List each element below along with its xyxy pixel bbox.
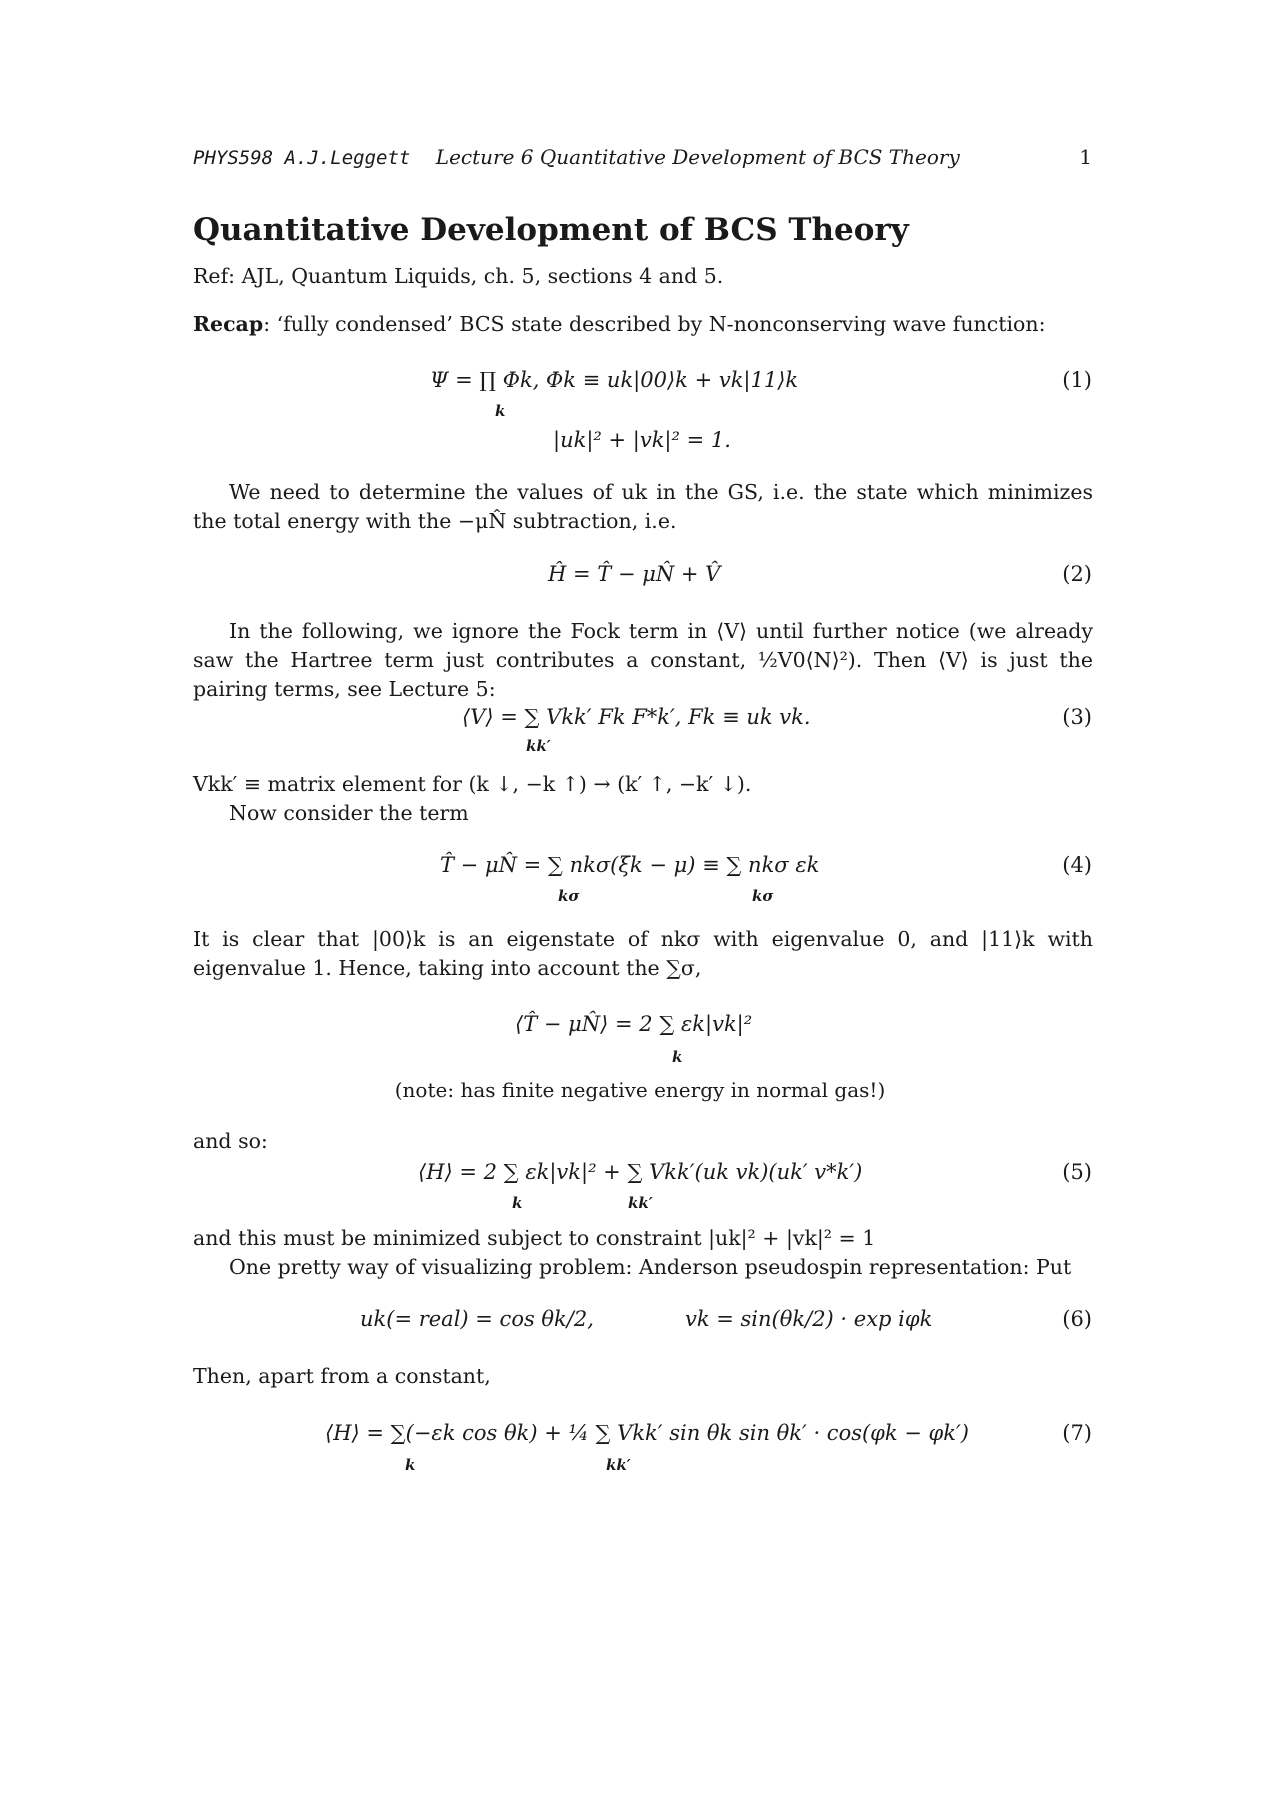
recap-label: Recap [193, 312, 264, 336]
equation-5-subscript-1: k [512, 1194, 523, 1212]
recap-text: : ‘fully condensed’ BCS state described by N-nonconserving wave function: [263, 312, 1046, 336]
equation-2: Ĥ = T̂ − μN̂ + V̂ [548, 562, 721, 586]
equation-1-number: (1) [1062, 368, 1092, 392]
equation-3: ⟨V⟩ = ∑ Vkk′ Fk F*k′, Fk ≡ uk vk. [462, 705, 811, 729]
then-line: Then, apart from a constant, [193, 1364, 491, 1388]
equation-4-subscript-2: kσ [752, 887, 774, 905]
equation-1: Ψ = ∏ Φk, Φk ≡ uk|00⟩k + vk|11⟩k [430, 368, 799, 392]
paragraph-uk: We need to determine the values of uk in the GS, i.e. the state which minimizes the total energy with the −μN̂ subtraction, i.e. [193, 480, 1093, 533]
equation-6b: vk = sin(θk/2) · exp iφk [685, 1307, 933, 1331]
page-title: Quantitative Development of BCS Theory [193, 212, 909, 248]
equation-4-subscript-1: kσ [558, 887, 580, 905]
anderson-line: One pretty way of visualizing problem: Anderson pseudospin representation: Put [229, 1255, 1072, 1279]
equation-1-normalization: |uk|² + |vk|² = 1. [553, 428, 731, 452]
equation-5-subscript-2: kk′ [628, 1194, 653, 1212]
note-line: (note: has finite negative energy in normal gas!) [394, 1078, 886, 1102]
matrix-element-line: Vkk′ ≡ matrix element for (k ↓, −k ↑) → (k′ ↑, −k′ ↓). [193, 772, 752, 796]
equation-6-number: (6) [1062, 1307, 1092, 1331]
equation-5: ⟨H⟩ = 2 ∑ εk|vk|² + ∑ Vkk′(uk vk)(uk′ v*k′) [418, 1160, 863, 1184]
header-course: PHYS598 A.J.Leggett [193, 147, 411, 169]
and-so-line: and so: [193, 1129, 268, 1153]
equation-4: T̂ − μN̂ = ∑ nkσ(ξk − μ) ≡ ∑ nkσ εk [440, 853, 820, 877]
equation-4-number: (4) [1062, 853, 1092, 877]
equation-kinetic-subscript: k [672, 1048, 683, 1066]
paragraph-fock: In the following, we ignore the Fock term in ⟨V⟩ until further notice (we already saw the Hartree term just contributes a constant, ½V0⟨N⟩²). Then ⟨V⟩ is just the pairing terms, see Lecture 5: [193, 619, 1093, 701]
constraint-line: and this must be minimized subject to constraint |uk|² + |vk|² = 1 [193, 1226, 876, 1250]
equation-7: ⟨H⟩ = ∑(−εk cos θk) + ¼ ∑ Vkk′ sin θk sin θk′ · cos(φk − φk′) [325, 1421, 969, 1445]
equation-7-subscript-2: kk′ [606, 1456, 631, 1474]
running-header [193, 145, 1092, 169]
equation-kinetic: ⟨T̂ − μN̂⟩ = 2 ∑ εk|vk|² [515, 1012, 753, 1036]
equation-3-number: (3) [1062, 705, 1092, 729]
reference-line: Ref: AJL, Quantum Liquids, ch. 5, sections 4 and 5. [193, 264, 724, 288]
equation-1-subscript: k [495, 402, 506, 420]
consider-line: Now consider the term [229, 801, 469, 825]
paragraph-eigenstate: It is clear that |00⟩k is an eigenstate of nkσ with eigenvalue 0, and |11⟩k with eigenvalue 1. Hence, taking into account the ∑σ, [193, 927, 1093, 980]
header-lecture: Lecture 6 Quantitative Development of BCS Theory [435, 145, 960, 169]
equation-7-subscript-1: k [405, 1456, 416, 1474]
equation-3-subscript: kk′ [526, 737, 551, 755]
equation-2-number: (2) [1062, 562, 1092, 586]
recap-paragraph [193, 310, 1093, 339]
page-number: 1 [1079, 145, 1092, 169]
equation-6a: uk(= real) = cos θk/2, [360, 1307, 594, 1331]
equation-5-number: (5) [1062, 1160, 1092, 1184]
equation-7-number: (7) [1062, 1421, 1092, 1445]
